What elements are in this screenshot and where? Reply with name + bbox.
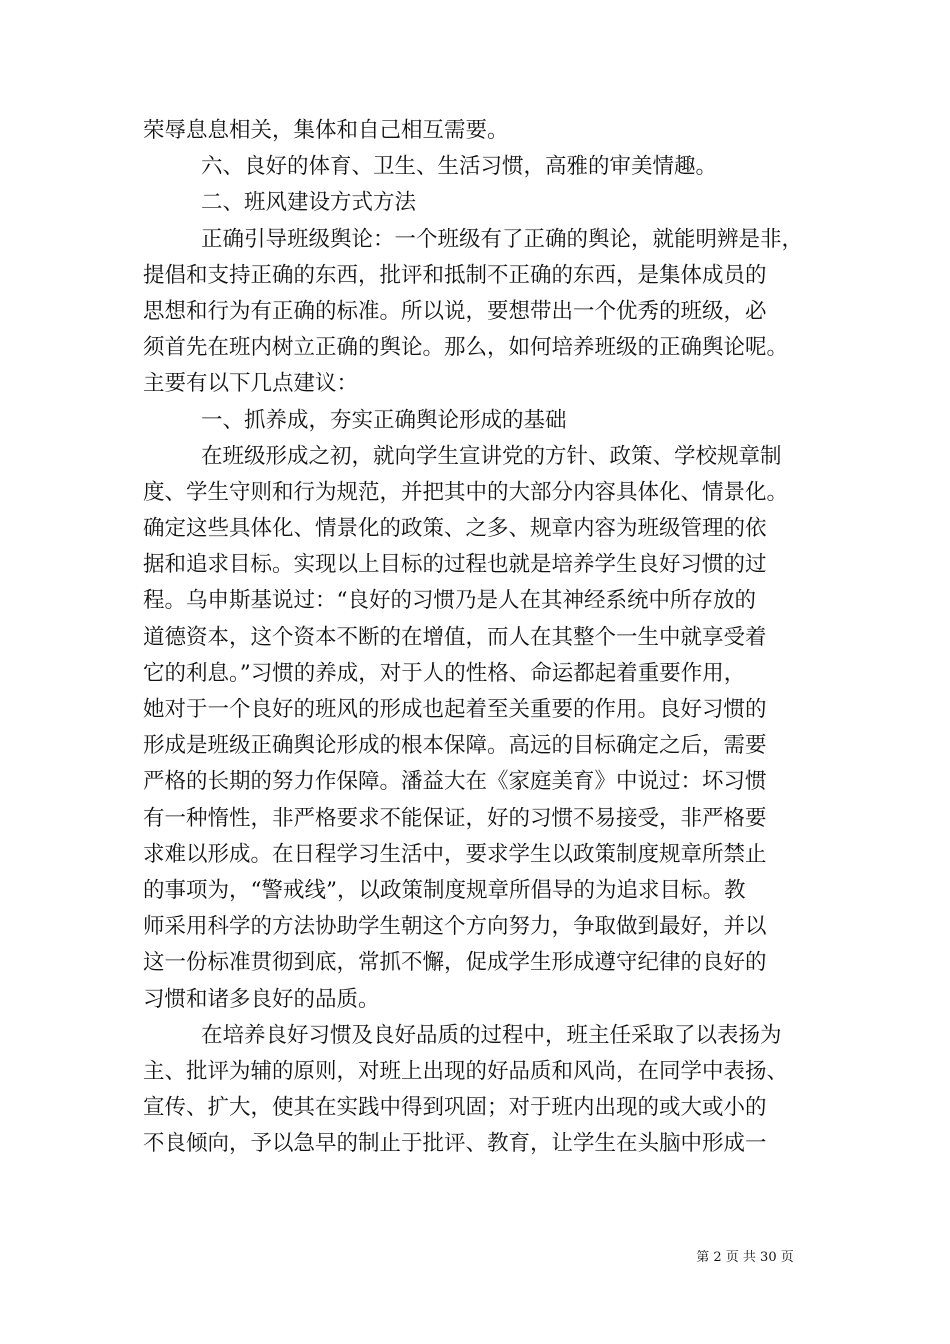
- text-line: 正确引导班级舆论：一个班级有了正确的舆论，就能明辨是非，: [201, 226, 804, 252]
- page-number: 第 2 页 共 30 页: [696, 1250, 794, 1265]
- section-heading: 二、班风建设方式方法: [201, 190, 417, 216]
- text-line: 在班级形成之初，就向学生宣讲党的方针、政策、学校规章制: [201, 443, 782, 469]
- text-line: 她对于一个良好的班风的形成也起着至关重要的作用。良好习惯的: [143, 697, 767, 722]
- body-text: [143, 113, 823, 1162]
- text-line: 严格的长期的努力作保障。潘益大在《家庭美育》中说过：坏习惯: [143, 769, 767, 795]
- section-heading: 一、抓养成，夯实正确舆论形成的基础: [201, 407, 567, 433]
- text-line: 这一份标准贯彻到底，常抓不懈，促成学生形成遵守纪律的良好的: [143, 950, 767, 976]
- text-line: 荣辱息息相关，集体和自己相互需要。: [143, 118, 509, 143]
- text-line: 主、批评为辅的原则，对班上出现的好品质和风尚，在同学中表扬、: [143, 1058, 789, 1084]
- text-line: 须首先在班内树立正确的舆论。那么，如何培养班级的正确舆论呢。: [143, 335, 789, 361]
- text-line: 程。乌申斯基说过：“良好的习惯乃是人在其神经系统中所存放的: [143, 588, 756, 614]
- text-line: 求难以形成。在日程学习生活中，要求学生以政策制度规章所禁止: [143, 841, 767, 867]
- text-line: 师采用科学的方法协助学生朝这个方向努力，争取做到最好，并以: [143, 914, 767, 940]
- text-line: 有一种惰性，非严格要求不能保证，好的习惯不易接受，非严格要: [143, 805, 767, 831]
- text-line: 六、良好的体育、卫生、生活习惯，高雅的审美情趣。: [201, 154, 718, 180]
- text-line: 思想和行为有正确的标准。所以说，要想带出一个优秀的班级，必: [143, 298, 767, 324]
- text-line: 提倡和支持正确的东西，批评和抵制不正确的东西，是集体成员的: [143, 262, 767, 288]
- text-line: 它的利息。”习惯的养成，对于人的性格、命运都起着重要作用，: [143, 660, 746, 686]
- text-line: 不良倾向，予以急早的制止于批评、教育，让学生在头脑中形成一: [143, 1131, 767, 1157]
- text-line: 度、学生守则和行为规范，并把其中的大部分内容具体化、情景化。: [143, 479, 789, 505]
- text-line: 主要有以下几点建议：: [143, 371, 359, 397]
- text-line: 习惯和诸多良好的品质。: [143, 986, 380, 1012]
- text-line: 宣传、扩大，使其在实践中得到巩固；对于班内出现的或大或小的: [143, 1095, 767, 1121]
- text-line: 确定这些具体化、情景化的政策、之多、规章内容为班级管理的依: [143, 516, 767, 542]
- text-line: 在培养良好习惯及良好品质的过程中，班主任采取了以表扬为: [201, 1022, 782, 1048]
- text-line: 形成是班级正确舆论形成的根本保障。高远的目标确定之后，需要: [143, 733, 767, 759]
- text-line: 道德资本，这个资本不断的在增值，而人在其整个一生中就享受着: [143, 624, 767, 650]
- text-line: 据和追求目标。实现以上目标的过程也就是培养学生良好习惯的过: [143, 552, 767, 578]
- text-line: 的事项为，“警戒线”，以政策制度规章所倡导的为追求目标。教: [143, 877, 746, 903]
